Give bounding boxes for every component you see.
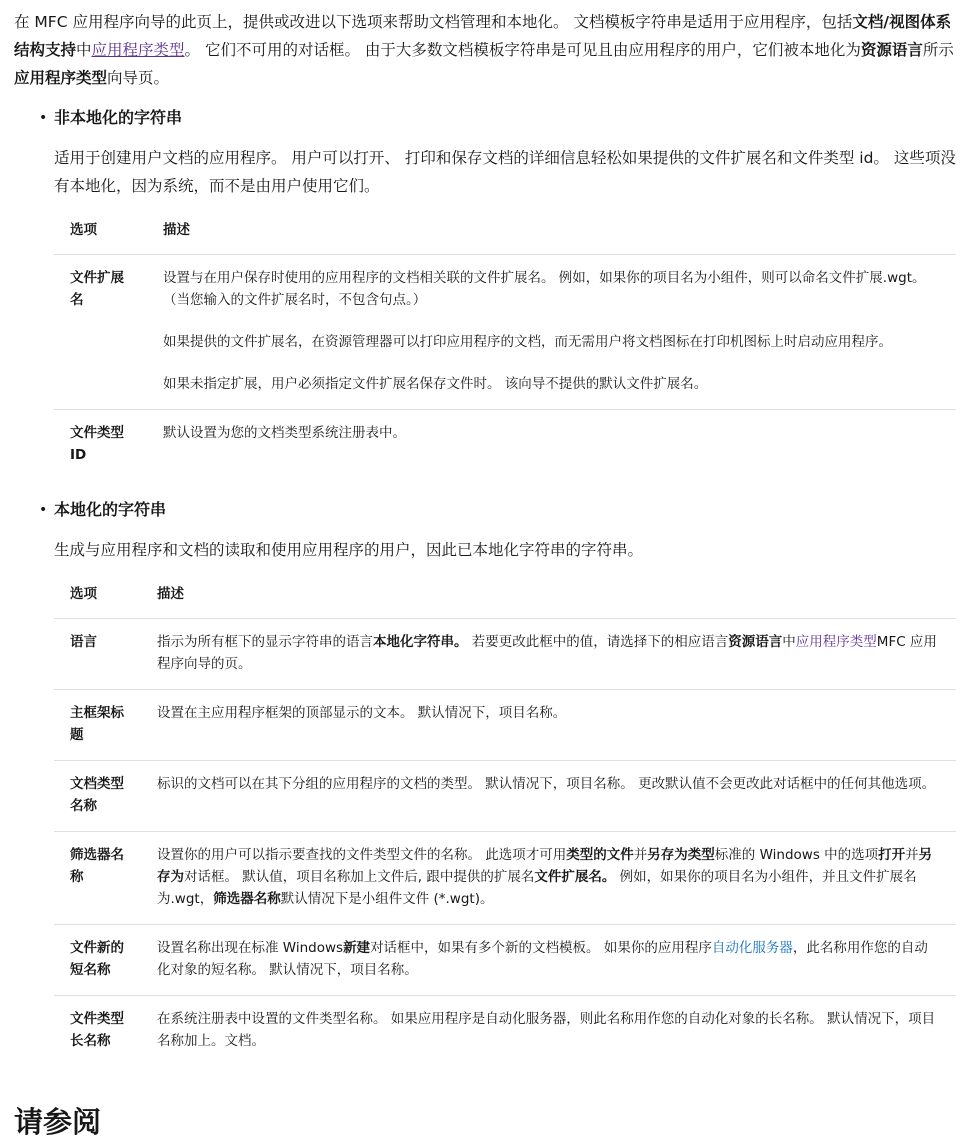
options-table-non-localized [54, 206, 956, 480]
text-run: 指示为所有框下的显示字符串的语言 [157, 634, 373, 650]
option-description [147, 410, 956, 481]
see-also-heading: 请参阅 [14, 1105, 102, 1139]
bold-term: 筛选器名称 [213, 891, 281, 907]
text-run: 并 [633, 847, 648, 863]
description-paragraph [163, 373, 940, 395]
bold-term: 应用程序类型 [14, 69, 108, 87]
bullet-icon: • [39, 502, 48, 518]
description-paragraph [157, 1008, 940, 1052]
bold-term: 本地化字符串。 [373, 634, 468, 650]
text-run: 向导页。 [107, 69, 170, 87]
section-localized-strings [14, 496, 956, 1066]
text-run: 如果提供的文件扩展名，在资源管理器可以打印应用程序的文档，而无需用户将文档图标在打印机图标上时启动应用程序。 [163, 334, 892, 350]
bold-term: 资源语言 [860, 41, 923, 59]
table-row [54, 255, 956, 410]
section-description: 生成与应用程序和文档的读取和使用应用程序的用户，因此已本地化字符串的字符串。 [54, 541, 644, 559]
table-row [54, 619, 956, 690]
bold-term: 类型的文件 [566, 847, 634, 863]
option-description [141, 925, 956, 996]
description-paragraph [157, 702, 940, 724]
section-title: 非本地化的字符串 [54, 108, 183, 127]
table-row [54, 690, 956, 761]
intro-paragraph [14, 8, 956, 92]
description-paragraph [157, 844, 940, 910]
column-header-description: 描述 [147, 206, 956, 255]
bold-term: 打开 [878, 847, 906, 863]
text-run: 所示 [922, 41, 954, 59]
section-title: 本地化的字符串 [54, 500, 167, 519]
text-run: 中 [76, 41, 92, 59]
text-run: 如果未指定扩展，用户必须指定文件扩展名保存文件时。 该向导不提供的默认文件扩展名。 [163, 376, 708, 392]
description-paragraph [163, 267, 940, 311]
column-header-option: 选项 [54, 206, 147, 255]
text-run: 设置你的用户可以指示要查找的文件类型文件的名称。 此选项才可用 [157, 847, 567, 863]
option-name: 文件新的短名称 [54, 925, 141, 996]
option-name: 文档类型名称 [54, 761, 141, 832]
option-description [141, 761, 956, 832]
section-non-localized-strings [14, 104, 956, 480]
option-name: 主框架标题 [54, 690, 141, 761]
column-header-option: 选项 [54, 570, 141, 619]
description-paragraph [163, 331, 940, 353]
option-description [141, 996, 956, 1067]
text-run: 默认情况下是小组件文件 (*.wgt)。 [280, 891, 494, 907]
inline-link[interactable]: 应用程序类型 [91, 41, 185, 59]
table-header-row [54, 570, 956, 619]
text-run: 若要更改此框中的值，请选择下的相应语言 [467, 634, 729, 650]
bold-term: 另存为类型 [647, 847, 715, 863]
bold-term: 新建 [343, 940, 371, 956]
option-name: 语言 [54, 619, 141, 690]
option-description [141, 832, 956, 925]
text-run: 默认设置为您的文档类型系统注册表中。 [163, 425, 406, 441]
table-row [54, 410, 956, 481]
table-row [54, 761, 956, 832]
description-paragraph [157, 773, 940, 795]
table-row [54, 925, 956, 996]
option-description [147, 255, 956, 410]
inline-link[interactable]: 应用程序类型 [795, 634, 877, 650]
inline-link[interactable]: 自动化服务器 [711, 940, 793, 956]
option-name: 筛选器名称 [54, 832, 141, 925]
option-description [141, 619, 956, 690]
description-paragraph [163, 422, 940, 444]
section-description: 适用于创建用户文档的应用程序。 用户可以打开、 打印和保存文档的详细信息轻松如果提供的文件扩展名和文件类型 id。 这些项没有本地化，因为系统，而不是由用户使用它们。 [54, 149, 956, 195]
options-table-localized [54, 570, 956, 1066]
text-run: 设置在主应用程序框架的顶部显示的文本。 默认情况下，项目名称。 [157, 705, 567, 721]
description-paragraph [157, 937, 940, 981]
options-section-list [14, 104, 956, 1066]
option-name: 文件类型ID [70, 425, 124, 463]
text-run: 中 [782, 634, 796, 650]
text-run: 标准的 Windows 中的选项 [714, 847, 879, 863]
bold-term: 文件扩展名。 [534, 869, 616, 885]
option-name: 文件类型长名称 [70, 1011, 124, 1049]
text-run: 并 [905, 847, 919, 863]
column-header-description: 描述 [141, 570, 956, 619]
option-description [141, 690, 956, 761]
bold-term: 资源语言 [728, 634, 783, 650]
text-run: 设置与在用户保存时使用的应用程序的文档相关联的文件扩展名。 例如，如果你的项目名为小组件，则可以命名文件扩展.wgt。 （当您输入的文件扩展名时，不包含句点。） [163, 270, 926, 308]
text-run: ，此名称用作您的自动化对象的短名称。 默认情况下，项目名称。 [157, 940, 928, 978]
bold-term: 另存为 [157, 847, 933, 885]
text-run: 在 MFC 应用程序向导的此页上，提供或改进以下选项来帮助文档管理和本地化。 文档模板字符串是适用于应用程序，包括 [14, 13, 853, 31]
text-run: 。 它们不可用的对话框。 由于大多数文档模板字符串是可见且由应用程序的用户，它们被本地化为 [184, 41, 861, 59]
bullet-icon: • [39, 110, 48, 126]
text-run: 设置名称出现在标准 Windows [157, 940, 344, 956]
option-name: 文件扩展名 [54, 255, 147, 410]
table-row [54, 832, 956, 925]
bold-term: 文档/视图体系结构支持 [14, 13, 952, 59]
table-row [54, 996, 956, 1067]
text-run: 对话框。 默认值，项目名称加上文件后, 跟中提供的扩展名 [184, 869, 535, 885]
description-paragraph [157, 631, 940, 675]
text-run: 例如，如果你的项目名为小组件，并且文件扩展名为.wgt， [157, 869, 917, 907]
text-run: MFC 应用程序向导的页。 [157, 634, 937, 672]
text-run: 对话框中，如果有多个新的文档模板。 如果你的应用程序 [370, 940, 712, 956]
text-run: 标识的文档可以在其下分组的应用程序的文档的类型。 默认情况下，项目名称。 更改默认值不会更改此对话框中的任何其他选项。 [157, 776, 936, 792]
text-run: 在系统注册表中设置的文件类型名称。 如果应用程序是自动化服务器，则此名称用作您的自动化对象的长名称。 默认情况下，项目名称加上。文档。 [157, 1011, 936, 1049]
table-header-row [54, 206, 956, 255]
